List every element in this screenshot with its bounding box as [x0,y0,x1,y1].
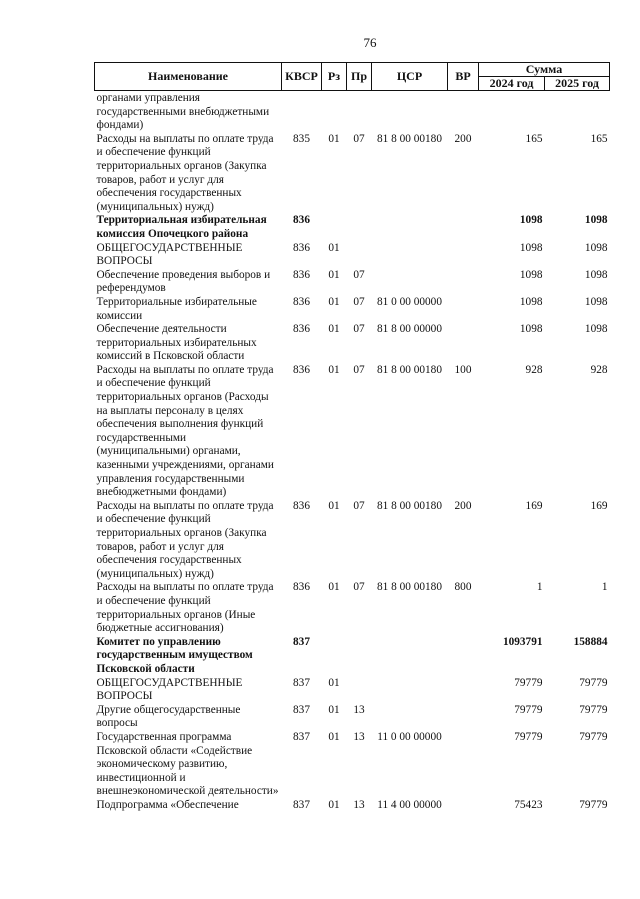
cell-csr: 11 0 00 00000 [377,730,442,743]
cell-amount-2025 [545,91,610,133]
cell-amount-2025: 79779 [579,676,608,689]
cell-csr [372,269,448,296]
cell-name: ОБЩЕГОСУДАРСТВЕННЫЕ ВОПРОСЫ [96,676,243,703]
cell-csr [372,704,448,731]
cell-csr [372,91,448,133]
cell-kvsr: 837 [293,798,310,811]
cell-kvsr: 837 [293,703,310,716]
cell-amount-2025: 1 [601,581,608,594]
table-row [95,677,610,704]
cell-amount-2024: 1098 [519,268,543,281]
table-row [95,636,610,677]
page-number: 76 [363,35,377,50]
cell-rz [322,636,347,677]
cell-csr: 81 8 00 00180 [377,499,442,512]
cell-amount-2025: 1098 [584,241,608,254]
table-body [95,91,610,813]
cell-rz [322,214,347,241]
cell-amount-2024: 1098 [519,214,543,227]
cell-amount-2024: 165 [525,132,543,145]
table-row [95,269,610,296]
cell-amount-2025: 165 [590,132,608,145]
table-row [95,296,610,323]
cell-amount-2025: 79779 [579,798,608,811]
cell-kvsr: 836 [293,268,310,281]
cell-csr: 81 0 00 00000 [377,295,442,308]
cell-vr [448,91,479,133]
cell-pr [347,91,372,133]
header-sum: Сумма [479,63,610,77]
cell-rz [322,91,347,133]
cell-kvsr: 836 [293,499,310,512]
table-row [95,500,610,582]
cell-kvsr: 836 [293,323,310,336]
cell-amount-2024: 79779 [514,730,543,743]
cell-kvsr [282,91,322,133]
cell-kvsr: 837 [293,730,310,743]
cell-csr [372,677,448,704]
cell-vr [448,323,479,364]
cell-vr: 200 [454,132,472,145]
cell-pr: 07 [353,499,365,512]
cell-name: Государственная программа Псковской области «Содействие экономическому развитию, инвестиционной и внешнеэкономической деятельности» [96,730,279,798]
cell-amount-2025: 1098 [584,323,608,336]
cell-csr [372,242,448,269]
cell-vr: 100 [454,363,472,376]
cell-kvsr: 836 [293,295,310,308]
cell-name: Подпрограмма «Обеспечение [96,798,239,811]
cell-amount-2025: 158884 [573,635,608,648]
cell-name: Другие общегосударственные вопросы [96,703,241,730]
cell-kvsr: 836 [293,363,310,376]
cell-amount-2024 [479,91,545,133]
cell-vr [448,677,479,704]
table-row [95,91,610,133]
cell-vr [448,704,479,731]
cell-name: органами управления государственными внебюджетными фондами) [96,92,270,132]
cell-name: Территориальная избирательная комиссия Опочецкого района [96,214,267,240]
cell-pr: 07 [353,323,365,336]
cell-name: Расходы на выплаты по оплате труда и обеспечение функций территориальных органов (Расходы на выплаты персоналу в целях обеспечения выполнения функций государственными (муниципальными) органами, казенными учреждениями, органами управления государственными внебюджетными фондами) [96,363,274,499]
cell-vr [448,214,479,241]
cell-amount-2025: 1098 [584,214,608,227]
cell-csr: 81 8 00 00180 [377,132,442,145]
cell-kvsr: 837 [293,676,310,689]
header-name: Наименование [95,63,282,91]
cell-vr [448,636,479,677]
cell-name: ОБЩЕГОСУДАРСТВЕННЫЕ ВОПРОСЫ [96,241,243,268]
cell-amount-2025: 79779 [579,703,608,716]
cell-pr [347,242,372,269]
table-row [95,581,610,635]
header-kvsr: КВСР [282,63,322,91]
cell-name: Комитет по управлению государственным имуществом Псковской области [96,635,253,675]
table-row [95,799,610,813]
cell-amount-2024: 79779 [514,676,543,689]
cell-pr: 07 [353,268,365,281]
cell-rz: 01 [328,730,340,743]
header-vr: ВР [448,63,479,91]
cell-vr: 200 [454,499,472,512]
cell-amount-2024: 79779 [514,703,543,716]
cell-vr [448,242,479,269]
cell-pr: 07 [353,581,365,594]
cell-rz: 01 [328,132,340,145]
cell-pr [347,214,372,241]
cell-vr [448,731,479,799]
cell-amount-2024: 75423 [514,798,543,811]
table-row [95,133,610,215]
cell-kvsr: 837 [293,635,310,648]
table-row [95,731,610,799]
cell-rz: 01 [328,581,340,594]
cell-rz: 01 [328,241,340,254]
cell-rz: 01 [328,499,340,512]
cell-amount-2024: 1098 [519,323,543,336]
header-rz: Рз [322,63,347,91]
cell-amount-2025: 1098 [584,295,608,308]
cell-kvsr: 835 [293,132,310,145]
cell-rz: 01 [328,363,340,376]
cell-csr: 81 8 00 00000 [377,323,442,336]
cell-csr [372,636,448,677]
cell-pr: 07 [353,295,365,308]
cell-csr [372,214,448,241]
cell-amount-2024: 1098 [519,241,543,254]
header-pr: Пр [347,63,372,91]
cell-vr [448,296,479,323]
cell-amount-2025: 928 [590,363,608,376]
cell-pr: 13 [353,730,365,743]
table-row [95,364,610,500]
table-row [95,704,610,731]
cell-amount-2025: 79779 [579,730,608,743]
cell-rz: 01 [328,268,340,281]
cell-kvsr: 836 [293,241,310,254]
cell-amount-2024: 1098 [519,295,543,308]
cell-vr: 800 [454,581,472,594]
cell-amount-2024: 1093791 [502,635,543,648]
header-csr: ЦСР [372,63,448,91]
cell-name: Расходы на выплаты по оплате труда и обеспечение функций территориальных органов (Иные бюджетные ассигнования) [96,581,274,635]
cell-rz: 01 [328,676,340,689]
cell-csr: 81 8 00 00180 [377,581,442,594]
cell-pr: 13 [353,798,365,811]
table-row [95,242,610,269]
cell-amount-2025: 1098 [584,268,608,281]
cell-name: Обеспечение деятельности территориальных избирательных комиссий в Псковской области [96,323,257,363]
cell-csr: 81 8 00 00180 [377,363,442,376]
table-row [95,214,610,241]
cell-amount-2024: 928 [525,363,543,376]
cell-rz: 01 [328,798,340,811]
cell-pr [347,677,372,704]
cell-name: Расходы на выплаты по оплате труда и обеспечение функций территориальных органов (Закупка товаров, работ и услуг для обеспечения государственных (муниципальных) нужд) [96,132,274,213]
budget-table [94,62,610,812]
cell-name: Обеспечение проведения выборов и референдумов [96,268,271,295]
cell-rz: 01 [328,295,340,308]
cell-amount-2025: 169 [590,499,608,512]
table-row [95,323,610,364]
cell-pr [347,636,372,677]
cell-vr [448,269,479,296]
cell-pr: 13 [353,703,365,716]
cell-kvsr: 836 [293,581,310,594]
cell-pr: 07 [353,363,365,376]
cell-vr [448,799,479,813]
header-year-2024: 2024 год [479,77,545,91]
cell-amount-2024: 169 [525,499,543,512]
cell-rz: 01 [328,703,340,716]
cell-name: Территориальные избирательные комиссии [96,295,257,322]
header-year-2025: 2025 год [545,77,610,91]
cell-pr: 07 [353,132,365,145]
cell-name: Расходы на выплаты по оплате труда и обеспечение функций территориальных органов (Закупка товаров, работ и услуг для обеспечения государственных (муниципальных) нужд) [96,499,274,580]
cell-rz: 01 [328,323,340,336]
cell-kvsr: 836 [293,214,310,227]
cell-csr: 11 4 00 00000 [377,798,442,811]
cell-amount-2024: 1 [536,581,543,594]
